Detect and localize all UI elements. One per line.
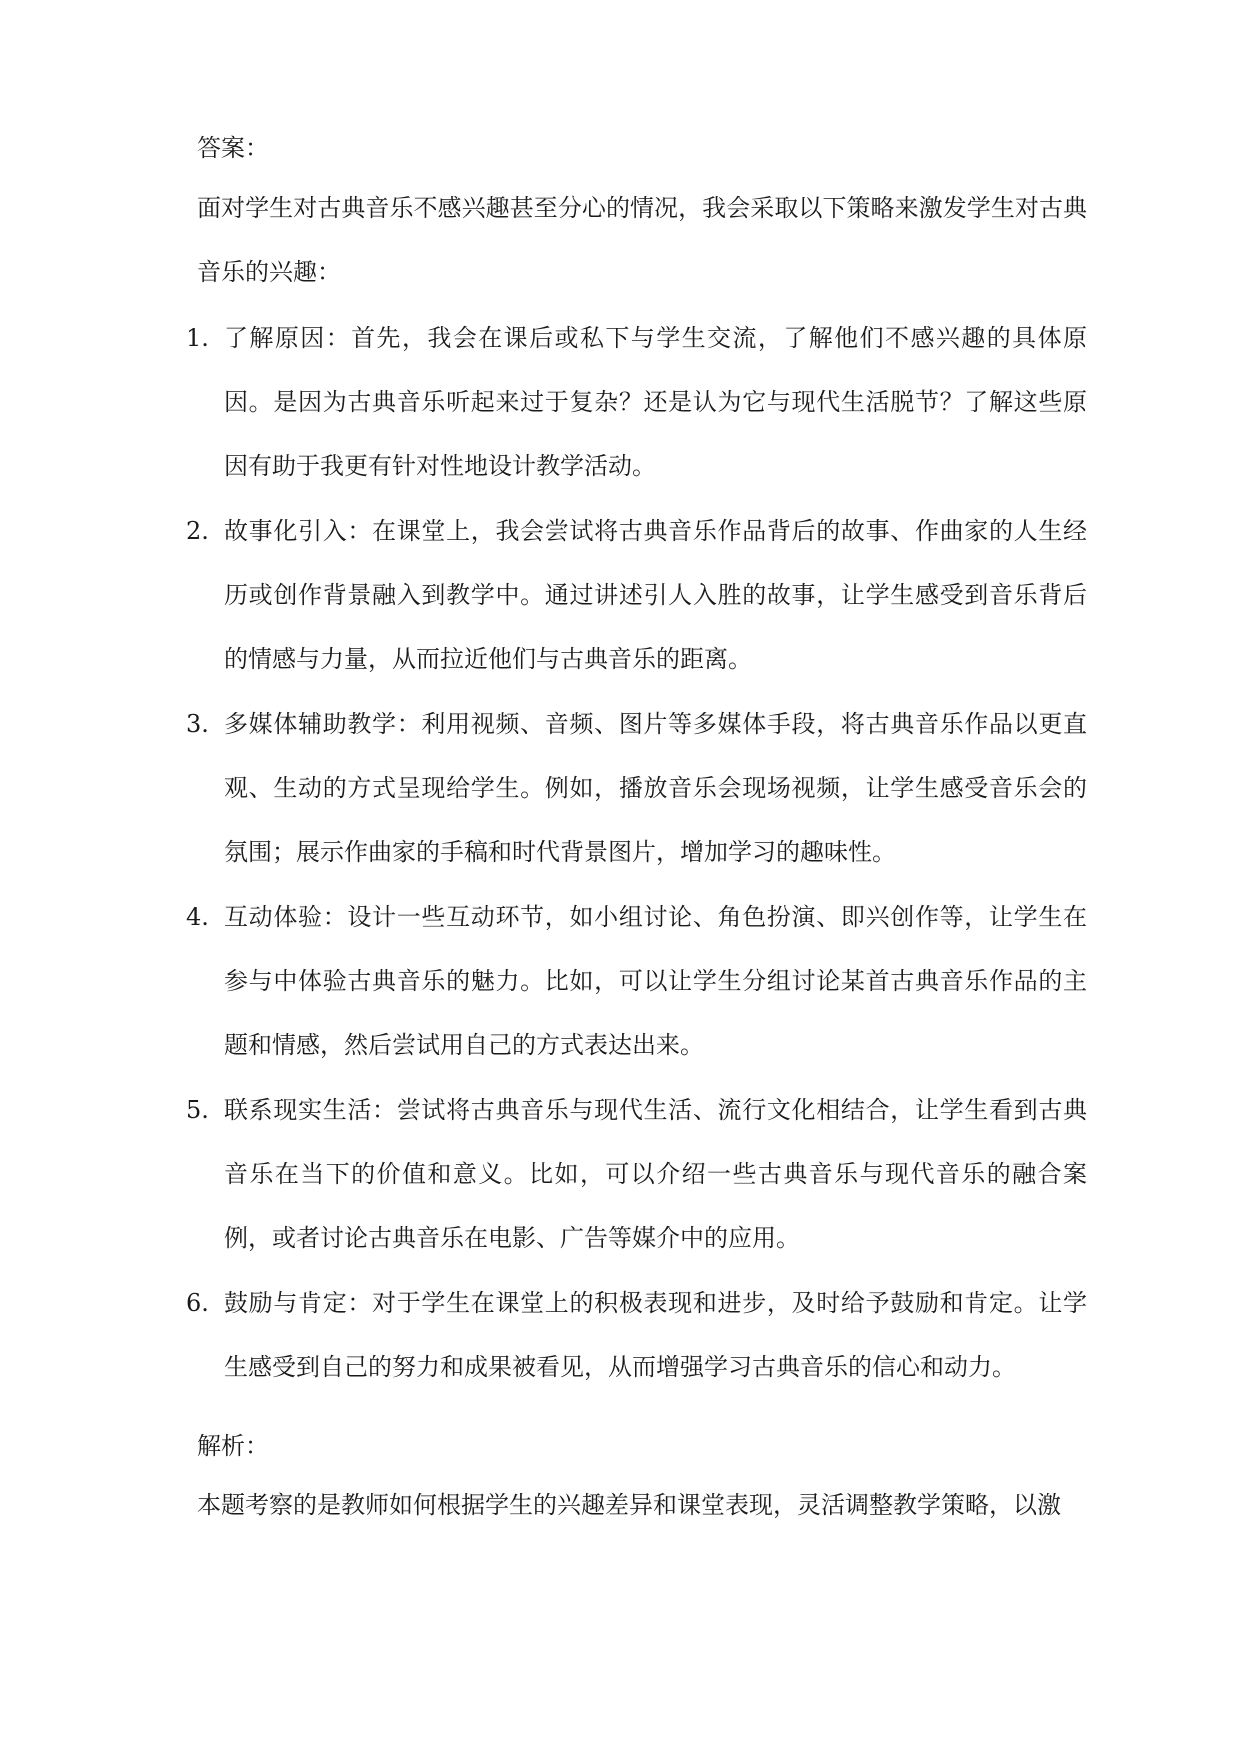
list-item-number: 4.	[186, 903, 209, 931]
list-item-number: 2.	[186, 517, 209, 545]
answer-heading: 答案：	[197, 134, 269, 162]
list-item-text: 鼓励与肯定：对于学生在课堂上的积极表现和进步，及时给予鼓励和肯定。让学生感受到自己的努力和成果被看见，从而增强学习古典音乐的信心和动力。	[224, 1289, 1087, 1381]
analysis-paragraph: 本题考察的是教师如何根据学生的兴趣差异和课堂表现，灵活调整教学策略，以激	[197, 1491, 1061, 1519]
list-item-text: 互动体验：设计一些互动环节，如小组讨论、角色扮演、即兴创作等，让学生在参与中体验古典音乐的魅力。比如，可以让学生分组讨论某首古典音乐作品的主题和情感，然后尝试用自己的方式表达出来。	[224, 903, 1087, 1059]
list-item-text: 了解原因：首先，我会在课后或私下与学生交流，了解他们不感兴趣的具体原因。是因为古典音乐听起来过于复杂？还是认为它与现代生活脱节？了解这些原因有助于我更有针对性地设计教学活动。	[224, 324, 1087, 480]
intro-paragraph: 面对学生对古典音乐不感兴趣甚至分心的情况，我会采取以下策略来激发学生对古典音乐的兴趣：	[197, 194, 1087, 286]
list-item-number: 3.	[186, 710, 209, 738]
list-item-text: 多媒体辅助教学：利用视频、音频、图片等多媒体手段，将古典音乐作品以更直观、生动的方式呈现给学生。例如，播放音乐会现场视频，让学生感受音乐会的氛围；展示作曲家的手稿和时代背景图片，增加学习的趣味性。	[224, 710, 1087, 866]
list-item-number: 1.	[186, 324, 209, 352]
list-item-text: 联系现实生活：尝试将古典音乐与现代生活、流行文化相结合，让学生看到古典音乐在当下的价值和意义。比如，可以介绍一些古典音乐与现代音乐的融合案例，或者讨论古典音乐在电影、广告等媒介中的应用。	[224, 1096, 1087, 1252]
list-item-number: 6.	[186, 1289, 209, 1317]
list-item-number: 5.	[186, 1096, 209, 1124]
analysis-heading: 解析：	[197, 1432, 269, 1460]
list-item-text: 故事化引入：在课堂上，我会尝试将古典音乐作品背后的故事、作曲家的人生经历或创作背景融入到教学中。通过讲述引人入胜的故事，让学生感受到音乐背后的情感与力量，从而拉近他们与古典音乐的距离。	[224, 517, 1087, 673]
